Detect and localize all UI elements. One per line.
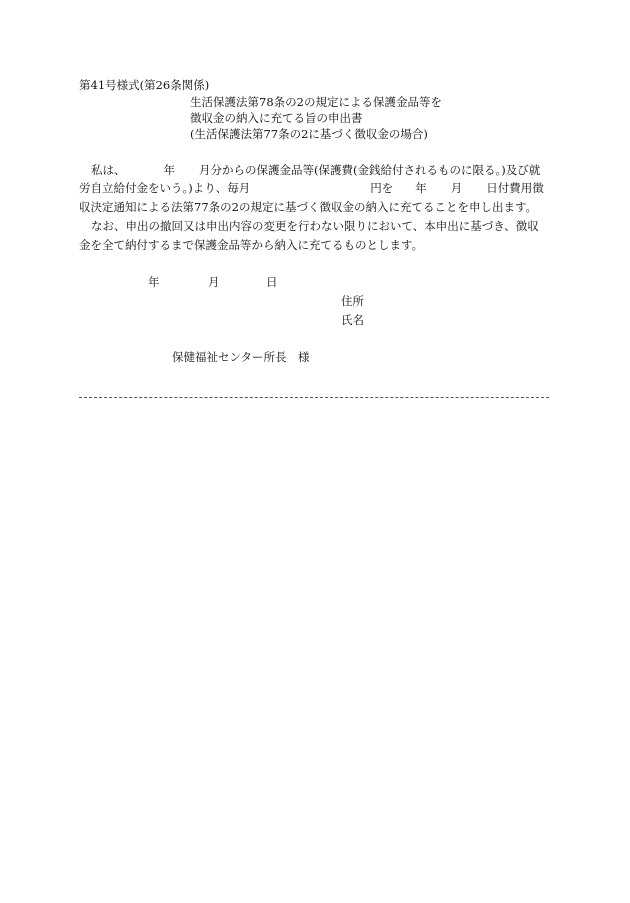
text-segment: 月分からの保護金品等(保護費(金銭給付されるものに限る。)及び就 [199, 163, 541, 177]
text-segment: 労自立給付金をいう。)より、毎月 [79, 181, 251, 195]
text-segment: 日付費用徴 [486, 181, 544, 195]
text-segment: 年 [163, 163, 175, 177]
document-title-line-2: 徴収金の納入に充てる旨の申出書 [190, 111, 363, 125]
text-segment: 月 [450, 181, 463, 195]
text-segment: 私は、 [91, 163, 126, 177]
paragraph-1-line-3: 収決定通知による法第77条の2の規定に基づく徴収金の納入に充てることを申し出ます。 [79, 200, 538, 214]
text-segment: 円を [370, 181, 394, 195]
address-label: 住所 [341, 294, 364, 308]
date-month-label: 月 [208, 275, 220, 289]
cut-line-divider [79, 397, 549, 398]
paragraph-1-line-2 [79, 183, 544, 195]
name-label: 氏名 [341, 313, 364, 327]
paragraph-2-line-1 [79, 221, 539, 233]
text-segment: 年 [415, 181, 427, 195]
addressee: 保健福祉センター所長 様 [172, 350, 310, 364]
form-number: 第41号様式(第26条関係) [79, 78, 210, 92]
paragraph-1-line-1 [79, 165, 540, 177]
date-year-label: 年 [148, 275, 160, 289]
text-segment: なお、申出の撤回又は申出内容の変更を行わない限りにおいて、本申出に基づき、徴収 [91, 219, 539, 233]
date-day-label: 日 [266, 275, 278, 289]
paragraph-2-line-2: 金を全て納付するまで保護金品等から納入に充てるものとします。 [79, 238, 424, 252]
document-subtitle: (生活保護法第77条の2に基づく徴収金の場合) [190, 127, 428, 141]
document-title-line-1: 生活保護法第78条の2の規定による保護金品等を [190, 95, 442, 109]
